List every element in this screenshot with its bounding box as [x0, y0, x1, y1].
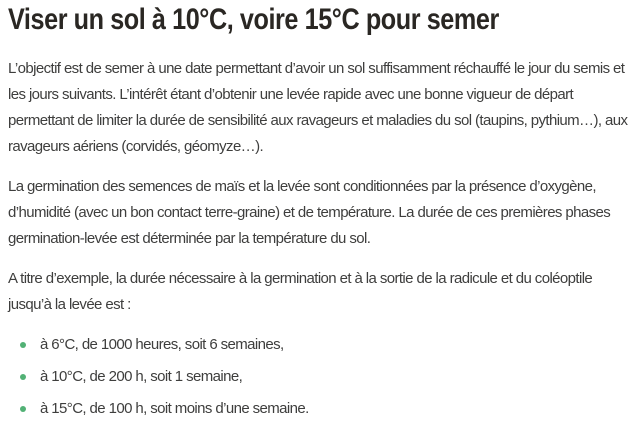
- list-item-text: à 10°C, de 200 h, soit 1 semaine,: [40, 368, 243, 385]
- list-item: [8, 396, 631, 422]
- article-title: Viser un sol à 10°C, voire 15°C pour semer: [8, 3, 499, 36]
- list-item-text: à 6°C, de 1000 heures, soit 6 semaines,: [40, 336, 284, 353]
- list-item: [8, 364, 631, 390]
- duration-list: [8, 332, 631, 422]
- paragraph-germination: La germination des semences de maïs et la levée sont conditionnées par la présence d’oxygène, d’humidité (avec un bon contact terre-graine) et de température. La durée de ces premières phases germination-levée est déterminée par la température du sol.: [8, 178, 611, 247]
- list-item-text: à 15°C, de 100 h, soit moins d’une semaine.: [40, 400, 309, 417]
- bullet-icon: [20, 406, 26, 412]
- paragraph-objective: L’objectif est de semer à une date permettant d’avoir un sol suffisamment réchauffé le jour du semis et les jours suivants. L’intérêt étant d’obtenir une levée rapide avec une bonne vigueur de départ permettant de limiter la durée de sensibilité aux ravageurs et maladies du sol (taupins, pythium…), aux ravageurs aériens (corvidés, géomyze…).: [8, 60, 628, 155]
- bullet-icon: [20, 342, 26, 348]
- list-item: [8, 332, 631, 358]
- bullet-icon: [20, 374, 26, 380]
- paragraph-example-intro: A titre d’exemple, la durée nécessaire à la germination et à la sortie de la radicule et du coléoptile jusqu’à la levée est :: [8, 270, 593, 313]
